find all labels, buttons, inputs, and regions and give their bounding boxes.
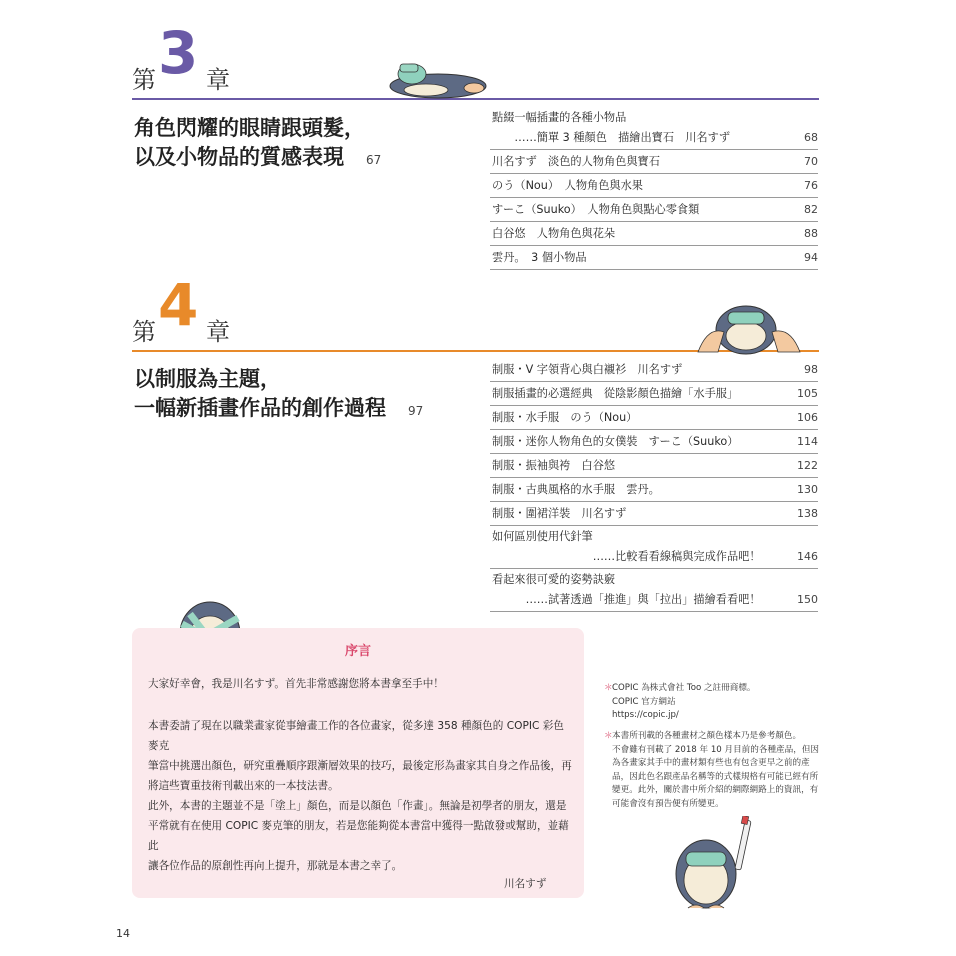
toc-page: 150 xyxy=(797,593,818,606)
penguin-lying-illustration xyxy=(386,54,490,102)
toc-entry[interactable]: 如何區別使用代針筆 ……比較看看線稿與完成作品吧！ 146 xyxy=(490,526,818,569)
page-number: 14 xyxy=(116,927,130,940)
chapter4-page: 97 xyxy=(408,404,424,418)
toc-entry[interactable]: 白谷悠 人物角色與花朵 88 xyxy=(490,222,818,246)
chapter4-title-line1: 以制服為主題， xyxy=(134,367,281,391)
toc-entry[interactable]: 點綴一幅插畫的各種小物品 ……簡單 3 種顏色 描繪出寶石 川名すず 68 xyxy=(490,107,818,150)
toc-entry[interactable]: 雲丹。 3 個小物品 94 xyxy=(490,246,818,270)
chapter3-suffix: 章 xyxy=(206,66,230,94)
toc-page: 82 xyxy=(804,203,818,216)
chapter3-page: 67 xyxy=(366,153,382,167)
preface-heading: 序言 xyxy=(344,644,371,659)
chapter3-title-line1: 角色閃耀的眼睛跟頭髮， xyxy=(134,116,365,140)
asterisk-icon: ＊ xyxy=(604,683,613,693)
toc-page: 70 xyxy=(804,155,818,168)
toc-page: 146 xyxy=(797,550,818,563)
toc-page: 122 xyxy=(797,459,818,472)
toc-entry[interactable]: 川名すず 淡色的人物角色與寶石 70 xyxy=(490,150,818,174)
chapter3-title xyxy=(134,114,381,175)
toc-page: 98 xyxy=(804,363,818,376)
toc-entry[interactable]: 制服・古典風格的水手服 雲丹。 130 xyxy=(490,478,818,502)
toc-entry[interactable]: 制服・水手服 のう（Nou） 106 xyxy=(490,406,818,430)
asterisk-icon: ＊ xyxy=(604,731,613,741)
toc-page: 105 xyxy=(797,387,818,400)
toc-page: 114 xyxy=(797,435,818,448)
chapter4-title-line2: 一幅新插畫作品的創作過程 xyxy=(134,396,386,420)
chapter4-title xyxy=(134,365,423,426)
toc-page: 88 xyxy=(804,227,818,240)
toc-entry[interactable]: のう（Nou） 人物角色與水果 76 xyxy=(490,174,818,198)
preface-box xyxy=(132,628,584,898)
chapter3-toc xyxy=(490,107,818,270)
toc-entry[interactable]: 制服・振袖與袴 白谷悠 122 xyxy=(490,454,818,478)
chapter3-title-line2: 以及小物品的質感表現 xyxy=(134,145,344,169)
toc-entry[interactable]: 制服・V 字領背心與白襯衫 川名すず 98 xyxy=(490,358,818,382)
toc-entry[interactable]: 制服・迷你人物角色的女僕裝 すーこ（Suuko） 114 xyxy=(490,430,818,454)
chapter4-number: 4 xyxy=(158,271,199,339)
toc-page: 76 xyxy=(804,179,818,192)
copic-url-link[interactable]: https://copic.jp/ xyxy=(612,710,679,720)
penguin-marker-illustration xyxy=(662,816,762,916)
note-trademark: ＊ COPIC 為株式會社 Too 之註冊商標。 COPIC 官方網站 https://copic.jp/ xyxy=(612,682,832,723)
chapter4-suffix: 章 xyxy=(206,318,230,346)
preface-paragraph-3: 此外，本書的主題並不是「塗上」顏色，而是以顏色「作畫」。無論是初學者的朋友，還是 平常就有在使用 COPIC 麥克筆的朋友，若是您能夠從本書當中獲得一點啟發或幫助，並藉此 讓各位作品的原創性再向上提升，那就是本書之幸了。 xyxy=(148,800,569,872)
note-disclaimer: ＊ 本書所刊載的各種畫材之顏色樣本乃是參考顏色。 不會雖有刊載了 2018 年 10 月目前的各種產品，但因 為各畫家其手中的畫材類有些也有包含更早之前的產 品，因此色名跟產品名稱等的式樣規格有可能已經有所 變更。此外，關於書中所介紹的網際網路上的資訊，有 可能會沒有預告便有所變更。 xyxy=(604,731,820,809)
chapter3-number: 3 xyxy=(158,19,199,87)
toc-page: 94 xyxy=(804,251,818,264)
toc-entry[interactable]: 制服插畫的必選經典 從陰影顏色描繪「水手服」 105 xyxy=(490,382,818,406)
preface-signature: 川名すず xyxy=(504,878,547,890)
penguin-peeking-illustration xyxy=(694,296,804,356)
preface-paragraph-1: 大家好幸會，我是川名すず。首先非常感謝您將本書拿至手中！ xyxy=(148,678,444,690)
toc-entry[interactable]: 看起來很可愛的姿勢訣竅 ……試著透過「推進」與「拉出」描繪看看吧！ 150 xyxy=(490,569,818,612)
toc-page: 68 xyxy=(804,131,818,144)
toc-page: 138 xyxy=(797,507,818,520)
toc-page: 130 xyxy=(797,483,818,496)
chapter4-prefix: 第 xyxy=(132,318,156,346)
toc-entry[interactable]: すーこ（Suuko） 人物角色與點心零食類 82 xyxy=(490,198,818,222)
toc-page: 106 xyxy=(797,411,818,424)
preface-paragraph-2: 本書委請了現在以職業畫家從事繪畫工作的各位畫家，從多達 358 種顏色的 COPIC 彩色麥克 筆當中挑選出顏色，研究重疊順序跟漸層效果的技巧，最後定形為畫家其自身之作品後，再 將這些寶重技術刊載出來的一本技法書。 xyxy=(148,720,572,792)
chapter4-toc xyxy=(490,358,818,612)
chapter3-prefix: 第 xyxy=(132,66,156,94)
toc-entry[interactable]: 制服・圍裙洋裝 川名すず 138 xyxy=(490,502,818,526)
